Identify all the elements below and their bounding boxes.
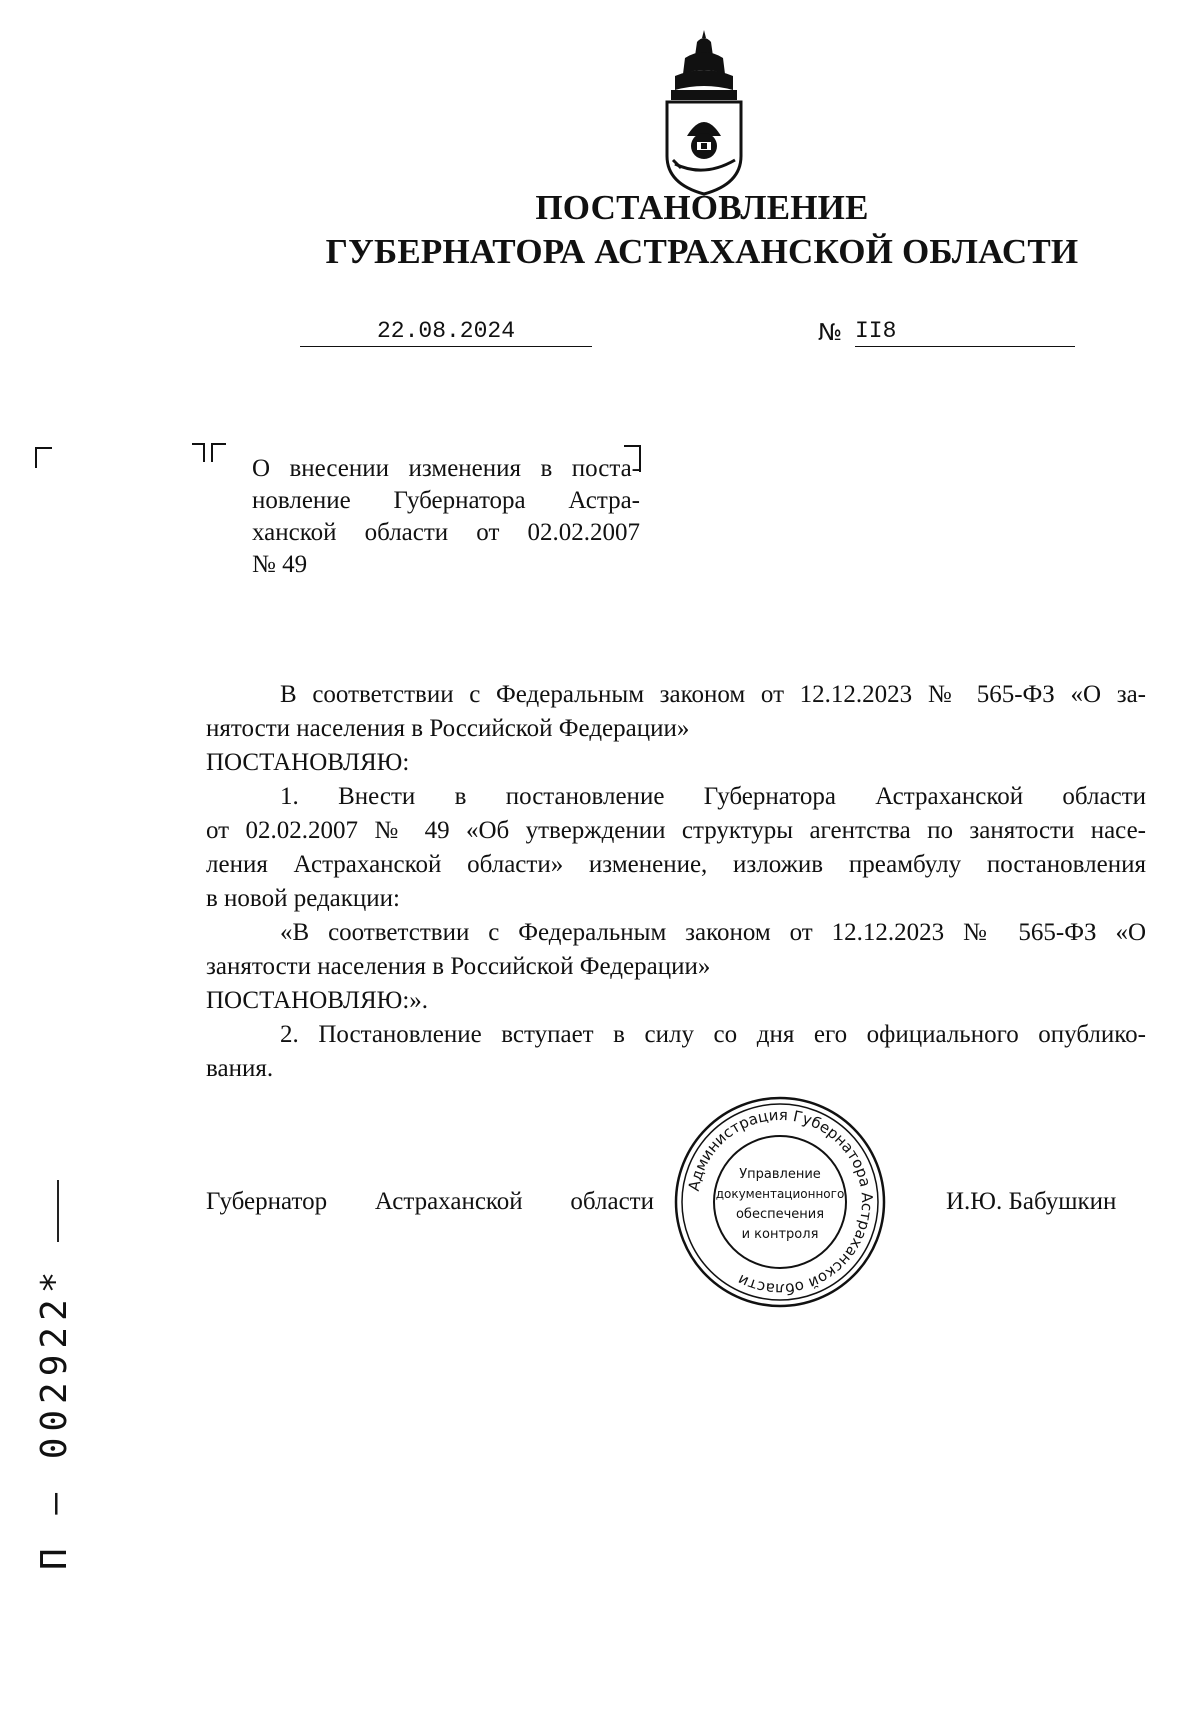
preamble-line: В соответствии с Федеральным законом от 12.12.2023 № 565-ФЗ «О за- [280, 681, 1146, 708]
document-title: ПОСТАНОВЛЕНИЕ [535, 188, 869, 227]
registration-code: П – 002922* [34, 1265, 75, 1570]
item-1-line: 1. Внести в постановление Губернатора Астраханской области [280, 783, 1146, 810]
seal-center-line: и контроля [741, 1227, 819, 1242]
preamble-line: нятости населения в Российской Федерации» [206, 715, 690, 742]
quote-line: «В соответствии с Федеральным законом от 12.12.2023 № 565-ФЗ «О [280, 919, 1146, 946]
item-2-line: 2. Постановление вступает в силу со дня его официального опублико- [280, 1021, 1146, 1048]
seal-ring-text: Администрация Губернатора Астраханской области [684, 1105, 877, 1299]
quote-line: ПОСТАНОВЛЯЮ:». [206, 987, 429, 1014]
document-date: 22.08.2024 [300, 318, 592, 347]
seal-center-line: обеспечения [735, 1207, 825, 1222]
margin-line [57, 1180, 59, 1242]
item-2-line: вания. [206, 1055, 274, 1082]
official-seal [672, 1094, 888, 1310]
subject-line: О внесении изменения в поста- [252, 455, 640, 482]
document-number-value: II8 [855, 318, 897, 344]
signatory-name: И.Ю. Бабушкин [946, 1188, 1117, 1215]
seal-center-line: Управление [739, 1167, 821, 1182]
number-sign: № [818, 320, 842, 346]
document-body [206, 678, 1146, 1086]
quote-line: занятости населения в Российской Федерации» [206, 953, 711, 980]
document-number [855, 318, 1075, 347]
document-subject [252, 453, 640, 581]
item-1-line: от 02.02.2007 № 49 «Об утверждении структуры агентства по занятости насе- [206, 817, 1146, 844]
subject-left-bracket [190, 442, 230, 464]
subject-line: новление Губернатора Астра- [252, 487, 640, 514]
document-title-authority: ГУБЕРНАТОРА АСТРАХАНСКОЙ ОБЛАСТИ [325, 232, 1079, 271]
item-1-line: в новой редакции: [206, 885, 401, 912]
seal-center-line: документационного [715, 1187, 845, 1201]
item-1-line: ления Астраханской области» изменение, изложив преамбулу постановления [206, 851, 1146, 878]
subject-line: ханской области от 02.02.2007 [252, 519, 640, 546]
left-corner-mark [34, 446, 54, 468]
coat-of-arms-icon [661, 28, 747, 198]
signatory-position: Губернатор Астраханской области [206, 1188, 654, 1215]
decree-word: ПОСТАНОВЛЯЮ: [206, 749, 410, 776]
subject-line: № 49 [252, 551, 308, 578]
